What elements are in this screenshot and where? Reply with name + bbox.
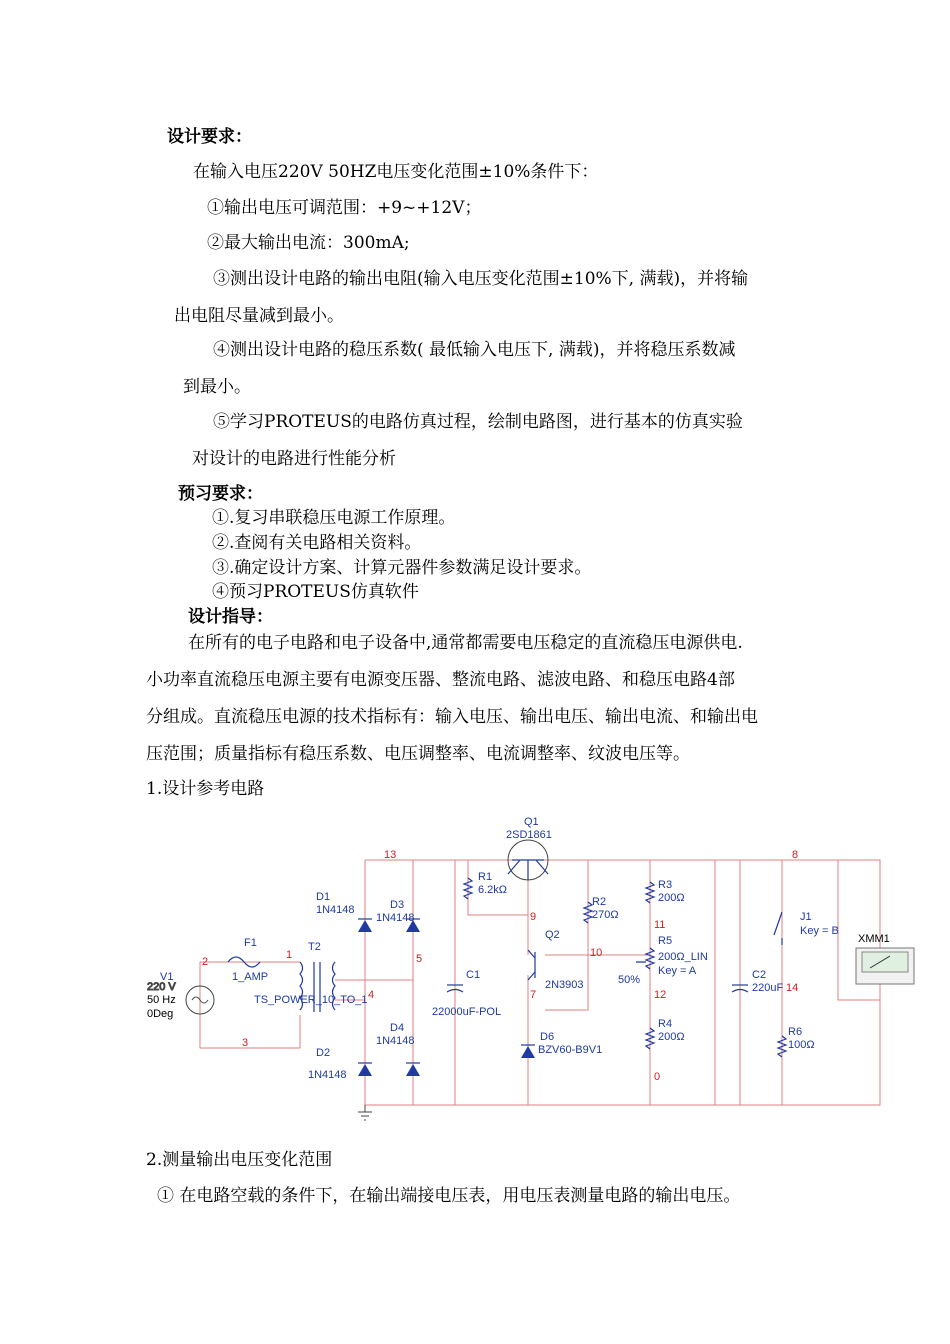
section-2-step-1: ① 在电路空载的条件下，在输出端接电压表，用电压表测量电路的输出电压。 (157, 1186, 741, 1206)
design-req-item-5a: ⑤学习PROTEUS的电路仿真过程，绘制电路图，进行基本的仿真实验 (213, 412, 743, 432)
r5-label: R5 (658, 935, 673, 947)
guide-para-line-1: 在所有的电子电路和电子设备中,通常都需要电压稳定的直流稳压电源供电. (188, 633, 743, 653)
preview-req-item-2: ②.查阅有关电路相关资料。 (212, 533, 422, 553)
r1-label: R1 (478, 871, 493, 883)
guide-heading: 设计指导： (188, 607, 273, 627)
j1-label: J1 (800, 911, 812, 923)
diode-d2 (358, 1063, 372, 1076)
d1-label: D1 (316, 891, 331, 903)
v1-phase: 0Deg (147, 1008, 174, 1020)
r3-label: R3 (658, 879, 673, 891)
xmm1-label: XMM1 (858, 933, 890, 945)
design-req-intro: 在输入电压220V 50HZ电压变化范围±10%条件下： (193, 162, 599, 182)
q2-value: 2N3903 (545, 979, 584, 991)
r5-key: Key = A (658, 965, 697, 977)
preview-req-item-1: ①.复习串联稳压电源工作原理。 (212, 508, 456, 528)
ground-symbol (358, 1105, 372, 1120)
d1-value: 1N4148 (316, 904, 355, 916)
v1-voltage: 220 V (147, 981, 176, 993)
v1-label: V1 (160, 971, 174, 983)
section-2-title: 2.测量输出电压变化范围 (146, 1150, 333, 1170)
design-req-item-3b: 出电阻尽量减到最小。 (174, 306, 344, 326)
c2-value: 220uF (752, 982, 784, 994)
design-req-item-5b: 对设计的电路进行性能分析 (192, 449, 396, 469)
c1-value: 22000uF-POL (432, 1006, 502, 1018)
node-3: 3 (242, 1037, 249, 1049)
v1-frequency: 50 Hz (147, 994, 176, 1006)
d6-value: BZV60-B9V1 (538, 1044, 603, 1056)
q1-value: 2SD1861 (506, 829, 552, 841)
switch-j1 (774, 912, 782, 945)
diode-d1 (358, 919, 372, 932)
preview-req-heading: 预习要求： (178, 484, 263, 504)
preview-req-item-3: ③.确定设计方案、计算元器件参数满足设计要求。 (212, 558, 592, 578)
d4-value: 1N4148 (376, 1035, 415, 1047)
section-1-title: 1.设计参考电路 (146, 779, 265, 799)
r1-value: 6.2kΩ (478, 884, 508, 896)
r4-value: 200Ω (658, 1031, 685, 1043)
node-9: 9 (530, 911, 537, 923)
c1-label: C1 (466, 969, 481, 981)
t2-value: TS_POWER_10_TO_1 (254, 994, 368, 1006)
node-1: 1 (286, 949, 293, 961)
node-14: 14 (786, 982, 799, 994)
node-11: 11 (654, 919, 666, 931)
d2-label: D2 (316, 1047, 331, 1059)
design-req-item-2: ②最大输出电流：300mA; (207, 233, 410, 253)
node-7: 7 (530, 989, 537, 1001)
d6-label: D6 (540, 1031, 555, 1043)
node-10: 10 (590, 947, 603, 959)
guide-para-line-4: 压范围；质量指标有稳压系数、电压调整率、电流调整率、纹波电压等。 (146, 744, 690, 764)
design-req-item-4a: ④测出设计电路的稳压系数( 最低输入电压下, 满载)，并将稳压系数减 (213, 340, 736, 360)
q1-label: Q1 (524, 816, 539, 828)
node-2: 2 (202, 956, 209, 968)
zener-d6 (521, 1045, 535, 1058)
r6-label: R6 (788, 1026, 803, 1038)
r2-label: R2 (592, 896, 607, 908)
diode-d4 (406, 1063, 420, 1076)
design-req-item-1: ①输出电压可调范围：+9~+12V； (207, 198, 482, 218)
f1-value: 1_AMP (232, 971, 269, 983)
r5-value: 200Ω_LIN (658, 951, 708, 963)
d4-label: D4 (390, 1022, 405, 1034)
design-req-item-3a: ③测出设计电路的输出电阻(输入电压变化范围±10%下, 满载)，并将输 (213, 269, 749, 289)
r3-value: 200Ω (658, 892, 685, 904)
r4-label: R4 (658, 1018, 673, 1030)
transistor-q2 (528, 950, 535, 980)
design-req-item-4b: 到最小。 (183, 377, 251, 397)
j1-key: Key = B (800, 925, 839, 937)
design-req-heading: 设计要求： (167, 127, 252, 147)
d3-value: 1N4148 (376, 912, 415, 924)
r5-setting: 50% (618, 974, 641, 986)
r2-value: 270Ω (592, 909, 619, 921)
potentiometer-r5 (636, 948, 654, 969)
node-13: 13 (384, 849, 397, 861)
d3-label: D3 (390, 899, 405, 911)
f1-label: F1 (244, 937, 257, 949)
q2-label: Q2 (545, 929, 560, 941)
transistor-q1 (508, 840, 548, 880)
node-0: 0 (654, 1071, 661, 1083)
node-4: 4 (368, 989, 375, 1001)
multimeter-xmm1 (856, 948, 914, 984)
r6-value: 100Ω (788, 1039, 815, 1051)
preview-req-item-4: ④预习PROTEUS仿真软件 (212, 582, 419, 602)
node-12: 12 (654, 989, 667, 1001)
guide-para-line-2: 小功率直流稳压电源主要有电源变压器、整流电路、滤波电路、和稳压电路4部 (146, 670, 735, 690)
node-5: 5 (416, 953, 423, 965)
d2-value: 1N4148 (308, 1069, 347, 1081)
node-8: 8 (792, 849, 799, 861)
t2-label: T2 (308, 941, 321, 953)
guide-para-line-3: 分组成。直流稳压电源的技术指标有：输入电压、输出电压、输出电流、和输出电 (146, 707, 758, 727)
c2-label: C2 (752, 969, 767, 981)
